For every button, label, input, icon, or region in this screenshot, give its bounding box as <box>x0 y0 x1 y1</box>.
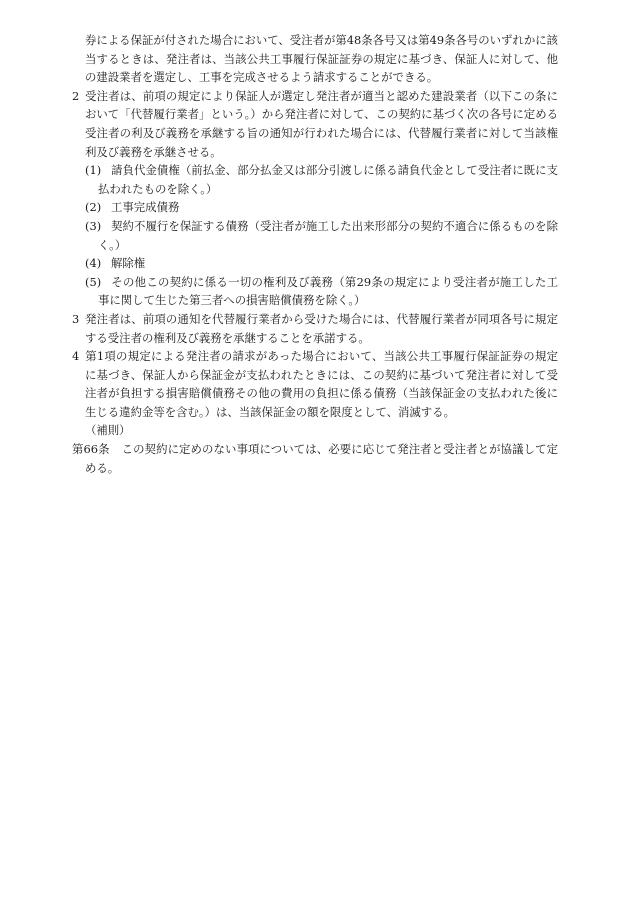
article-text: この契約に定めのない事項については、必要に応じて発注者と受注者とが協議して定める。 <box>85 442 558 475</box>
paragraph-text: 受注者は、前項の規定により保証人が選定し発注者が適当と認めた建設業者（以下この条において「代替履行業者」という。）から発注者に対して、この契約に基づく次の各号に定める受注者の利及び義務を承継する旨の通知が行われた場合には、代替履行業者に対して当該権利及び義務を承継させる。 <box>85 88 558 159</box>
item-number: (1) <box>85 163 102 178</box>
item-text: その他この契約に係る一切の権利及び義務（第29条の規定により受注者が施工した工事に関して生じた第三者への損害賠償債務を除く。） <box>98 274 558 308</box>
paragraph-text: 発注者は、前項の通知を代替履行業者から受けた場合には、代替履行業者が同項各号に規定する受注者の権利及び義務を承継することを承諾する。 <box>85 311 558 345</box>
item-number: (3) <box>85 218 102 233</box>
list-item <box>72 198 558 217</box>
paragraph-number: 4 <box>72 349 80 364</box>
item-text: 請負代金債権（前払金、部分払金又は部分引渡しに係る請負代金として受注者に既に支払われたものを除く。） <box>98 163 558 196</box>
paragraph-number: 2 <box>72 88 80 103</box>
continuation-paragraph: 券による保証が付された場合において、受注者が第48条各号又は第49条各号のいずれかに該当するときは、発注者は、当該公共工事履行保証証券の規定に基づき、保証人に対して、他の建設業者を選定し、工事を完成させるよう請求することができる。 <box>85 33 558 85</box>
paragraph-number: 3 <box>72 311 80 326</box>
article-number: 第66条 <box>72 442 110 457</box>
item-text: 工事完成債務 <box>111 200 180 215</box>
list-item <box>72 273 558 310</box>
list-item <box>72 254 558 273</box>
paragraph-4 <box>72 347 558 421</box>
paragraph-2 <box>72 87 558 161</box>
item-number: (4) <box>85 256 102 271</box>
article-66 <box>72 440 558 477</box>
list-item <box>72 161 558 198</box>
item-number: (5) <box>85 274 102 289</box>
paragraph-text: 第1項の規定による発注者の請求があった場合において、当該公共工事履行保証証券の規定に基づき、保証人から保証金が支払われたときには、この契約に基づいて発注者に対して受注者が負担する損害賠償債務その他の費用の負担に係る債務（当該保証金の支払われた後に生じる違約金等を含む。）は、当該保証金の額を限度として、消滅する。 <box>85 349 558 419</box>
item-text: 解除権 <box>111 256 146 271</box>
paragraph-3 <box>72 310 558 347</box>
list-item <box>72 217 558 254</box>
item-text: 契約不履行を保証する債務（受注者が施工した出来形部分の契約不適合に係るものを除く。） <box>98 218 558 252</box>
section-heading: （補則） <box>85 423 131 438</box>
item-number: (2) <box>85 200 102 215</box>
contract-text-body <box>72 31 558 477</box>
